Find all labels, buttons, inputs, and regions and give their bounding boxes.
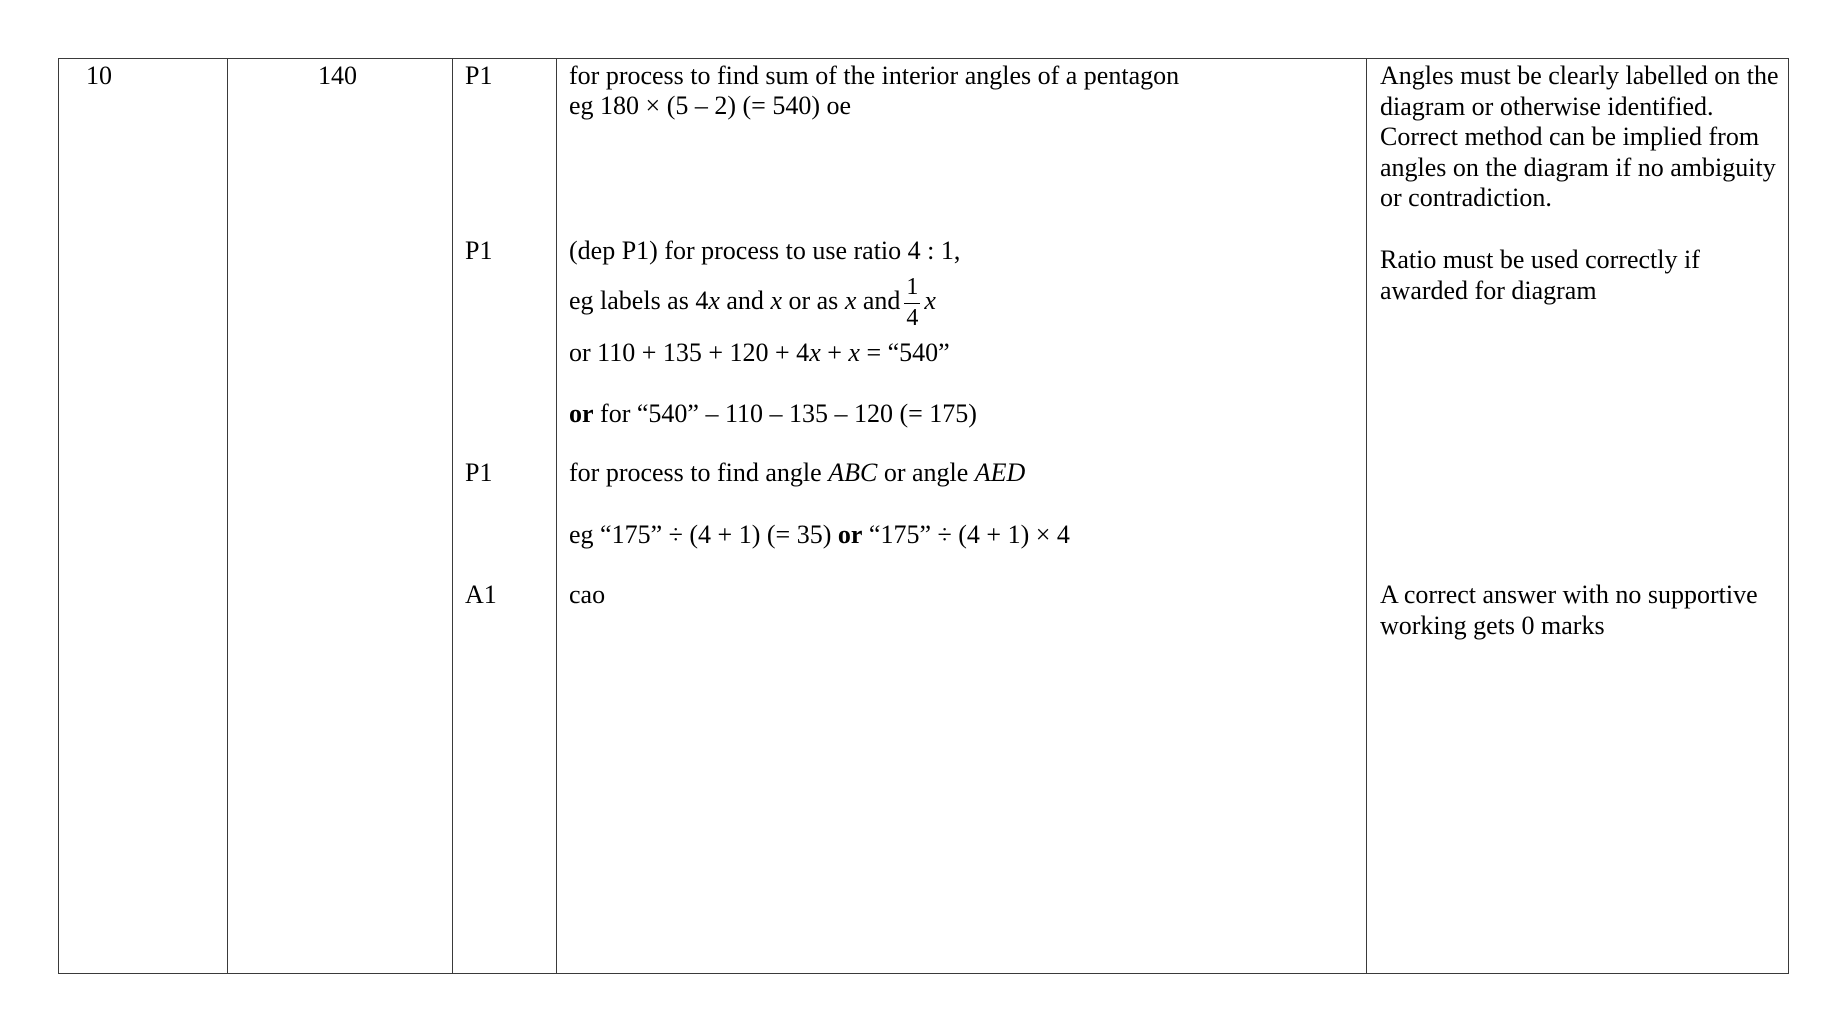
text-fragment: for process to find angle (569, 458, 829, 487)
fraction-numerator: 1 (906, 274, 919, 301)
text-fragment: “175” ÷ (4 + 1) × 4 (862, 520, 1070, 549)
text-fragment: + (820, 338, 849, 367)
angle-abc: ABC (828, 458, 878, 487)
fraction-denominator: 4 (906, 305, 919, 332)
text-fragment: and (719, 286, 771, 315)
variable-x: x (809, 338, 821, 367)
mark-scheme-text: (dep P1) for process to use ratio 4 : 1, (569, 236, 961, 265)
text-fragment: eg “175” ÷ (4 + 1) (= 35) (569, 520, 838, 549)
text-fragment: = “540” (859, 338, 950, 367)
answer-value: 140 (318, 61, 357, 90)
column-divider (556, 59, 557, 973)
mark-scheme-text: eg 180 × (5 – 2) (= 540) oe (569, 91, 852, 120)
mark-scheme-text (569, 458, 1025, 488)
mark-scheme-example-line (569, 520, 1070, 550)
text-fragment: eg labels as 4 (569, 286, 709, 315)
or-keyword: or (837, 520, 863, 549)
mark-code: P1 (465, 61, 493, 90)
fraction-one-quarter (904, 273, 920, 333)
column-divider (452, 59, 453, 973)
guidance-note: Ratio must be used correctly if awarded for diagram (1380, 245, 1700, 305)
mark-code: P1 (465, 458, 493, 487)
mark-scheme-text: for process to find sum of the interior angles of a pentagon (569, 61, 1180, 90)
column-divider (1366, 59, 1367, 973)
variable-x: x (708, 286, 720, 315)
mark-scheme-example-line (569, 271, 936, 331)
text-fragment: or 110 + 135 + 120 + 4 (569, 338, 810, 367)
question-number: 10 (86, 61, 112, 90)
mark-scheme-text: cao (569, 580, 606, 609)
or-keyword: or (569, 399, 594, 428)
variable-x: x (844, 286, 857, 315)
mark-code: P1 (465, 236, 493, 265)
column-divider (227, 59, 228, 973)
text-fragment: or as (781, 286, 845, 315)
variable-x: x (848, 338, 860, 367)
mark-scheme-alternative-line (569, 399, 977, 429)
guidance-note: Angles must be clearly labelled on the diagram or otherwise identified. Correct method can be implied from angles on the diagram if no ambiguity or contradiction. (1380, 61, 1779, 212)
angle-aed: AED (974, 458, 1026, 487)
variable-x: x (924, 286, 936, 315)
variable-x: x (770, 286, 782, 315)
text-fragment: and (856, 286, 901, 315)
mark-scheme-equation-line (569, 338, 950, 368)
text-fragment: for “540” – 110 – 135 – 120 (= 175) (593, 399, 977, 428)
guidance-note: A correct answer with no supportive working gets 0 marks (1380, 580, 1758, 640)
mark-code: A1 (465, 580, 497, 609)
text-fragment: or angle (877, 458, 975, 487)
